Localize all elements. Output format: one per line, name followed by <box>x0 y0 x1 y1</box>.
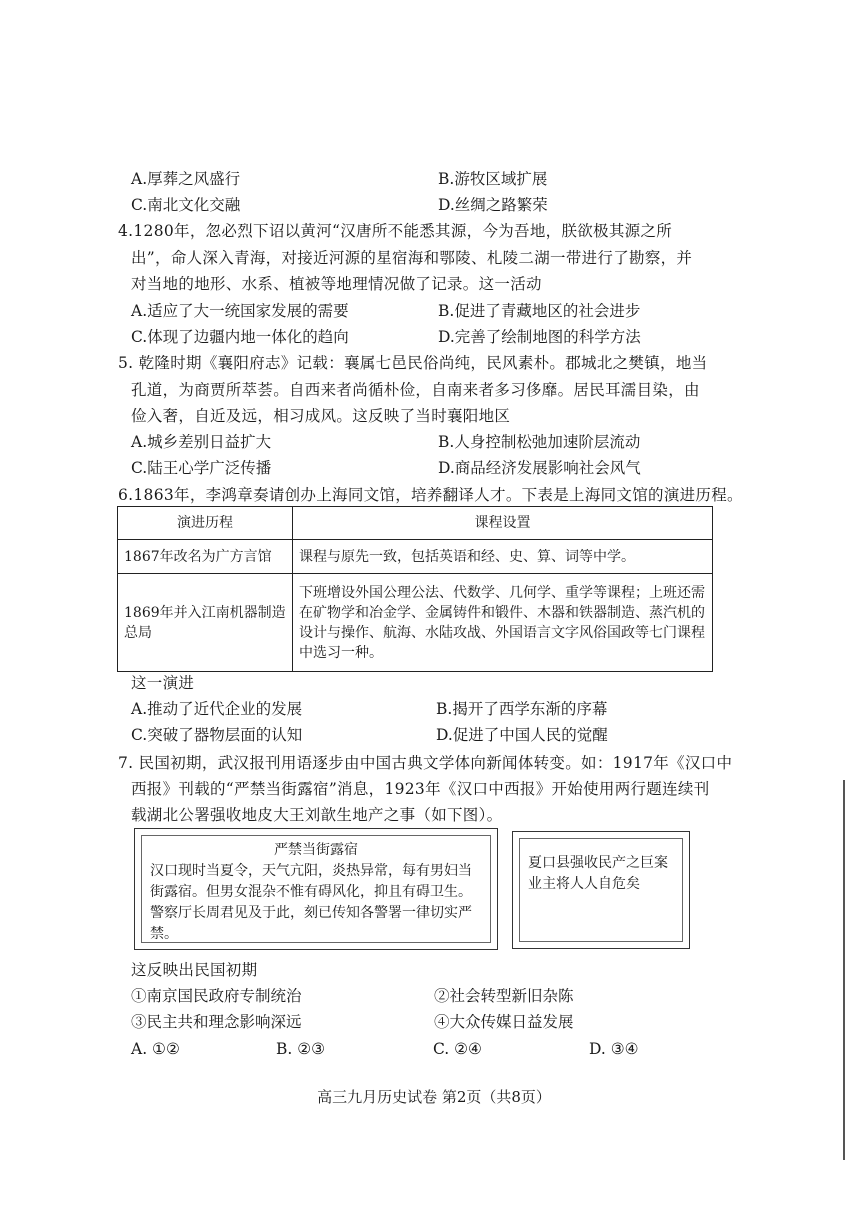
q6-table-header-2: 课程设置 <box>293 507 713 540</box>
q4-option-a: A.适应了大一统国家发展的需要 <box>131 302 349 320</box>
q7-option-a: A. ①② <box>131 1040 180 1058</box>
q7-clip-1-body: 汉口现时当夏令，天气亢阳，炎热异常，每有男妇当街露宿。但男女混杂不惟有碍风化，抑且有碍卫生。警察厅长周君见及于此，刻已传知各警署一律切实严禁。 <box>150 863 472 942</box>
q5-option-b: B.人身控制松弛加速阶层流动 <box>438 433 641 451</box>
q7-newspaper-clip-1 <box>134 828 498 950</box>
q7-stem-line-3: 载湖北公署强收地皮大王刘歆生地产之事（如下图）。 <box>131 806 503 824</box>
q6-option-c: C.突破了器物层面的认知 <box>131 726 303 744</box>
q3-option-b: B.游牧区域扩展 <box>438 170 548 188</box>
q7-item-2: ②社会转型新旧杂陈 <box>434 987 574 1005</box>
q3-option-d: D.丝绸之路繁荣 <box>438 196 548 214</box>
q7-stem-line-2: 西报》刊载的“严禁当街露宿”消息，1923年《汉口中西报》开始使用两行题连续刊 <box>131 780 710 798</box>
q6-table-cell-2-2: 下班增设外国公理公法、代数学、几何学、重学等课程；上班还需在矿物学和冶金学、金属铸件和锻件、木器和铁器制造、蒸汽机的设计与操作、航海、水陆攻战、外国语言文字风俗国政等七门课程中选习一种。 <box>293 574 713 672</box>
q6-table-cell-2-1: 1869年并入江南机器制造总局 <box>118 574 293 672</box>
q6-table-cell-1-2: 课程与原先一致，包括英语和经、史、算、词等中学。 <box>293 540 713 574</box>
q5-option-a: A.城乡差别日益扩大 <box>131 433 272 451</box>
q7-clip-1-title: 严禁当街露宿 <box>274 842 358 858</box>
q4-stem-line-2: 出”，命人深入青海，对接近河源的星宿海和鄂陵、札陵二湖一带进行了勘察，并 <box>131 249 693 267</box>
q3-option-a: A.厚葬之风盛行 <box>131 170 241 188</box>
q6-table <box>117 506 713 672</box>
q4-option-b: B.促进了青藏地区的社会进步 <box>438 302 641 320</box>
q6-option-b: B.揭开了西学东渐的序幕 <box>436 700 608 718</box>
q5-option-d: D.商品经济发展影响社会风气 <box>438 459 641 477</box>
q4-option-c: C.体现了边疆内地一体化的趋向 <box>131 328 349 346</box>
q4-stem-line-3: 对当地的地形、水系、植被等地理情况做了记录。这一活动 <box>131 275 542 293</box>
q5-stem-line-3: 俭入奢，自近及远，相习成风。这反映了当时襄阳地区 <box>131 407 511 425</box>
q7-newspaper-clip-2 <box>512 831 690 949</box>
q6-option-a: A.推动了近代企业的发展 <box>131 700 303 718</box>
q6-after: 这一演进 <box>131 674 195 692</box>
q7-item-1: ①南京国民政府专制统治 <box>131 987 302 1005</box>
q5-stem-line-1: 5. 乾隆时期《襄阳府志》记载：襄属七邑民俗尚纯，民风素朴。郡城北之樊镇，地当 <box>118 354 708 372</box>
q7-stem-line-1: 7. 民国初期，武汉报刊用语逐步由中国古典文学体向新闻体转变。如：1917年《汉口中 <box>118 754 733 772</box>
q5-stem-line-2: 孔道，为商贾所萃荟。自西来者尚循朴俭，自南来者多习侈靡。居民耳濡目染，由 <box>131 381 700 399</box>
q7-option-c: C. ②④ <box>433 1040 482 1058</box>
q7-option-b: B. ②③ <box>276 1040 326 1058</box>
q7-item-4: ④大众传媒日益发展 <box>434 1013 574 1031</box>
q6-stem: 6.1863年，李鸿章奏请创办上海同文馆，培养翻译人才。下表是上海同文馆的演进历程。 <box>118 486 743 504</box>
q5-option-c: C.陆王心学广泛传播 <box>131 459 272 477</box>
q6-table-header-1: 演进历程 <box>118 507 293 540</box>
q7-after: 这反映出民国初期 <box>131 961 258 979</box>
q6-table-cell-1-1: 1867年改名为广方言馆 <box>118 540 293 574</box>
q7-option-d: D. ③④ <box>589 1040 639 1058</box>
q4-option-d: D.完善了绘制地图的科学方法 <box>438 328 641 346</box>
q4-stem-line-1: 4.1280年，忽必烈下诏以黄河“汉唐所不能悉其源，今为吾地，朕欲极其源之所 <box>118 222 673 240</box>
q3-option-c: C.南北文化交融 <box>131 196 241 214</box>
q7-clip-2-body: 夏口县强收民产之巨案业主将人人自危矣 <box>528 855 668 892</box>
page-footer: 高三九月历史试卷 第2页（共8页） <box>317 1088 551 1106</box>
q7-item-3: ③民主共和理念影响深远 <box>131 1013 302 1031</box>
q6-option-d: D.促进了中国人民的觉醒 <box>436 726 608 744</box>
